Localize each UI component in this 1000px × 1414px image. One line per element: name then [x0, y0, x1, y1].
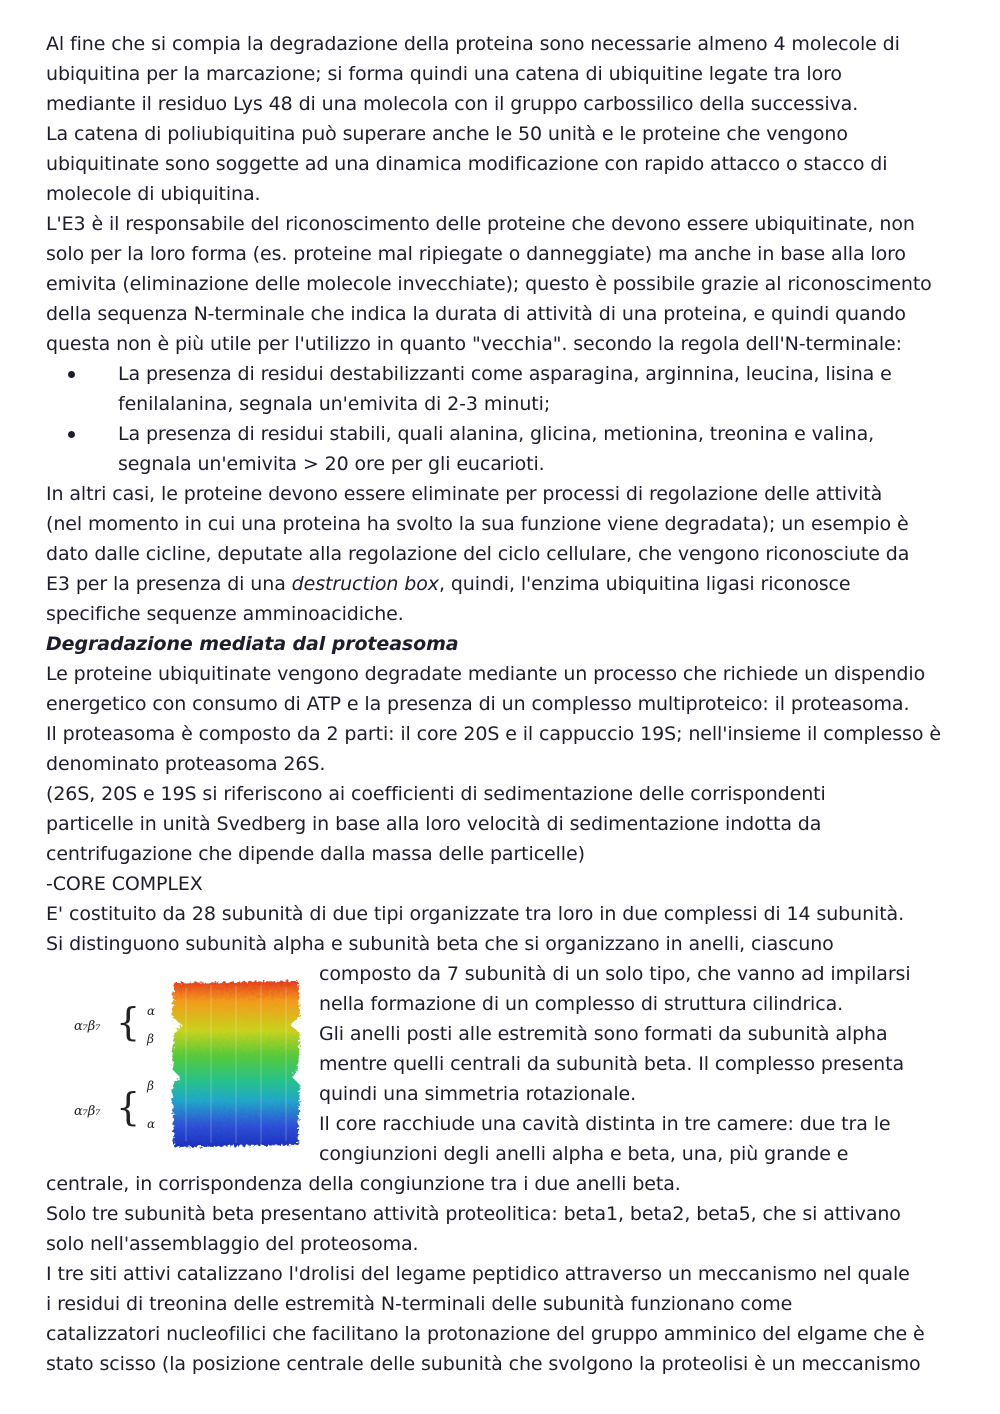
- text-line: mediante il residuo Lys 48 di una molecola con il gruppo carbossilico della successiva.: [46, 93, 859, 115]
- text-line: Le proteine ubiquitinate vengono degradate mediante un processo che richiede un dispendio: [46, 663, 926, 685]
- text-line: fenilalanina, segnala un'emivita di 2-3 minuti;: [118, 393, 551, 415]
- text-fragment: , quindi, l'enzima ubiquitina ligasi riconosce: [438, 573, 851, 595]
- bullet-dot: [68, 431, 75, 438]
- text-line: centrifugazione che dipende dalla massa delle particelle): [46, 843, 585, 865]
- text-line: mentre quelli centrali da subunità beta. Il complesso presenta: [319, 1053, 904, 1075]
- section-heading: [46, 629, 958, 659]
- ring-label-alpha-top: α: [147, 1004, 156, 1018]
- text-line: ubiquitinate sono soggette ad una dinamica modificazione con rapido attacco o stacco di: [46, 153, 888, 175]
- text-line: La presenza di residui stabili, quali alanina, glicina, metionina, treonina e valina,: [118, 423, 875, 445]
- paragraph-proteolytic-activity: [46, 1169, 958, 1379]
- proteasome-structure-image: [166, 973, 306, 1153]
- text-line: Il core racchiude una cavità distinta in tre camere: due tra le: [319, 1113, 891, 1135]
- text-line: denominato proteasoma 26S.: [46, 753, 326, 775]
- text-line: Al fine che si compia la degradazione della proteina sono necessarie almeno 4 molecole di: [46, 33, 900, 55]
- text-line: -CORE COMPLEX: [46, 873, 203, 895]
- bullet-item-destabilizing: [46, 359, 958, 419]
- bullet-dot: [68, 371, 75, 378]
- bullet-list: [46, 359, 958, 479]
- paragraph-figure-side: [319, 959, 959, 1169]
- text-line: La presenza di residui destabilizzanti come asparagina, arginnina, leucina, lisina e: [118, 363, 892, 385]
- text-line: ubiquitina per la marcazione; si forma quindi una catena di ubiquitine legate tra loro: [46, 63, 842, 85]
- paragraph-proteasome: [46, 659, 958, 959]
- text-line: solo nell'assemblaggio del proteosoma.: [46, 1233, 419, 1255]
- group-label-bottom: α₇β₇: [74, 1104, 101, 1119]
- brace-bottom: {: [116, 1085, 141, 1129]
- section-title: Degradazione mediata dal proteasoma: [46, 633, 459, 655]
- text-line: energetico con consumo di ATP e la presenza di un complesso multiproteico: il proteasoma.: [46, 693, 910, 715]
- text-line: Solo tre subunità beta presentano attività proteolitica: beta1, beta2, beta5, che si attivano: [46, 1203, 901, 1225]
- text-line: i residui di treonina delle estremità N-terminali delle subunità funzionano come: [46, 1293, 793, 1315]
- destruction-box-term: destruction box: [291, 573, 439, 595]
- ring-label-beta-bottom: β: [147, 1079, 154, 1093]
- text-line: I tre siti attivi catalizzano l'drolisi del legame peptidico attraverso un meccanismo nel quale: [46, 1263, 910, 1285]
- group-label-top: α₇β₇: [74, 1019, 101, 1034]
- text-line: catalizzatori nucleofilici che facilitano la protonazione del gruppo amminico del elgame che è: [46, 1323, 925, 1345]
- text-line: Gli anelli posti alle estremità sono formati da subunità alpha: [319, 1023, 888, 1045]
- text-line: La catena di poliubiquitina può superare anche le 50 unità e le proteine che vengono: [46, 123, 848, 145]
- text-line: nella formazione di un complesso di struttura cilindrica.: [319, 993, 844, 1015]
- brace-top: {: [116, 1000, 141, 1044]
- text-line: quindi una simmetria rotazionale.: [319, 1083, 637, 1105]
- text-line: [46, 569, 958, 599]
- text-line: della sequenza N-terminale che indica la durata di attività di una proteina, e quindi quando: [46, 303, 906, 325]
- text-line: (nel momento in cui una proteina ha svolto la sua funzione viene degradata); un esempio è: [46, 513, 909, 535]
- text-line: dato dalle cicline, deputate alla regolazione del ciclo cellulare, che vengono riconosciute da: [46, 543, 910, 565]
- bullet-item-stable: [46, 419, 958, 479]
- text-line: specifiche sequenze amminoacidiche.: [46, 603, 404, 625]
- text-line: composto da 7 subunità di un solo tipo, che vanno ad impilarsi: [319, 963, 911, 985]
- text-line: questa non è più utile per l'utilizzo in quanto "vecchia". secondo la regola dell'N-terminale:: [46, 333, 902, 355]
- text-fragment: E3 per la presenza di una: [46, 573, 292, 595]
- text-line: L'E3 è il responsabile del riconoscimento delle proteine che devono essere ubiquitinate, non: [46, 213, 915, 235]
- text-line: Si distinguono subunità alpha e subunità beta che si organizzano in anelli, ciascuno: [46, 933, 834, 955]
- text-line: centrale, in corrispondenza della congiunzione tra i due anelli beta.: [46, 1173, 681, 1195]
- text-line: Il proteasoma è composto da 2 parti: il core 20S e il cappuccio 19S; nell'insieme il complesso è: [46, 723, 941, 745]
- proteasome-core-figure: [46, 965, 308, 1157]
- text-line: congiunzioni degli anelli alpha e beta, una, più grande e: [319, 1143, 849, 1165]
- text-line: E' costituito da 28 subunità di due tipi organizzate tra loro in due complessi di 14 subunità.: [46, 903, 905, 925]
- paragraph-ubiquitin-chain: [46, 29, 958, 359]
- paragraph-regulation: [46, 479, 958, 629]
- ring-label-alpha-bottom: α: [147, 1117, 156, 1131]
- text-line: segnala un'emivita > 20 ore per gli eucarioti.: [118, 453, 545, 475]
- text-line: emivita (eliminazione delle molecole invecchiate); questo è possibile grazie al riconoscimento: [46, 273, 932, 295]
- text-line: solo per la loro forma (es. proteine mal ripiegate o danneggiate) ma anche in base alla loro: [46, 243, 906, 265]
- ring-label-beta-top: β: [147, 1032, 154, 1046]
- text-line: In altri casi, le proteine devono essere eliminate per processi di regolazione delle attività: [46, 483, 883, 505]
- text-line: molecole di ubiquitina.: [46, 183, 261, 205]
- text-line: particelle in unità Svedberg in base alla loro velocità di sedimentazione indotta da: [46, 813, 822, 835]
- text-line: stato scisso (la posizione centrale delle subunità che svolgono la proteolisi è un meccanismo: [46, 1353, 921, 1375]
- text-line: (26S, 20S e 19S si riferiscono ai coefficienti di sedimentazione delle corrispondenti: [46, 783, 826, 805]
